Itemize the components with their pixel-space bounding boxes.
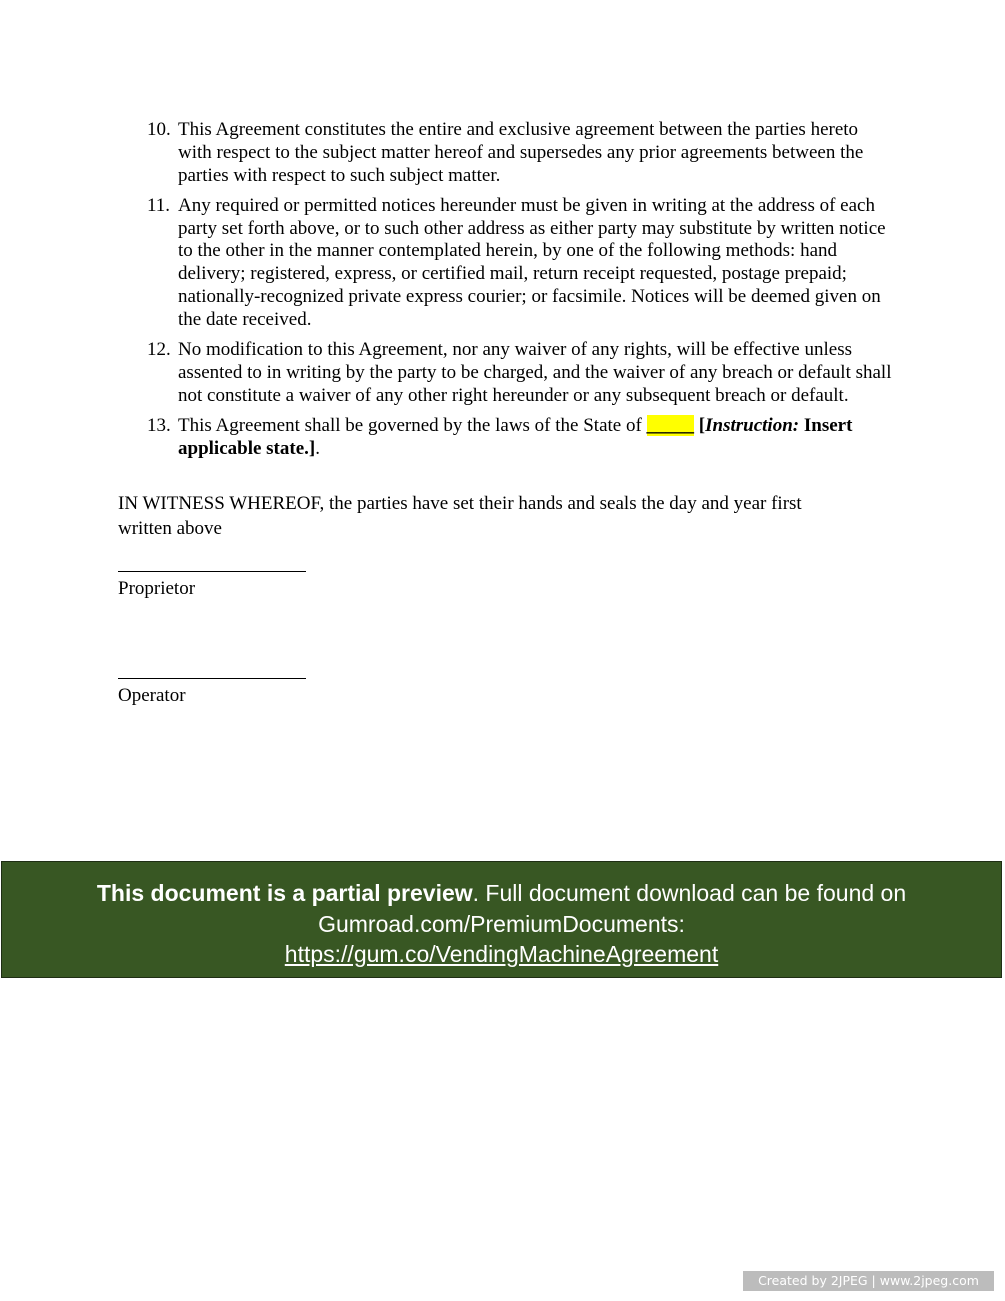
clause-11 xyxy=(147,195,892,332)
proprietor-signature-line xyxy=(118,571,306,572)
banner-text: . Full document download can be found on Gumroad.com/PremiumDocuments: xyxy=(318,880,907,937)
clause-number: 10. xyxy=(147,119,171,140)
clause-text: Any required or permitted notices hereunder must be given in writing at the address of each party set forth above, or to such other address as either party may substitute by written notice to the other in the manner contemplated herein, by one of the following methods: hand delivery; registered, express, or certified mail, return receipt requested, postage prepaid; nationally-recognized private express courier; or facsimile. Notices will be deemed given on the date received. xyxy=(178,194,886,330)
clause-text: This Agreement shall be governed by the laws of the State of xyxy=(178,415,647,437)
download-link[interactable]: https://gum.co/VendingMachineAgreement xyxy=(284,941,719,967)
instruction-text: Insert applicable state.] xyxy=(178,415,853,459)
clause-text: No modification to this Agreement, nor any waiver of any rights, will be effective unless assented to in writing by the party to be charged, and the waiver of any breach or default shall not constitute a waiver of any other right hereunder or any subsequent breach or default. xyxy=(178,339,892,406)
state-blank: _____ xyxy=(646,415,695,437)
clause-number: 11. xyxy=(147,194,171,216)
instruction-label: Instruction: xyxy=(705,415,800,437)
preview-banner xyxy=(1,861,1002,978)
watermark: Created by 2JPEG | www.2jpeg.com xyxy=(743,1271,994,1291)
clause-list xyxy=(147,119,892,468)
witness-statement: IN WITNESS WHEREOF, the parties have set their hands and seals the day and year first written above xyxy=(118,493,802,539)
operator-signature-line xyxy=(118,678,306,679)
clause-end: . xyxy=(315,437,320,459)
operator-label: Operator xyxy=(118,685,186,706)
clause-number: 13. xyxy=(147,415,171,437)
banner-message xyxy=(2,878,1001,939)
clause-number: 12. xyxy=(147,339,171,361)
clause-12 xyxy=(147,339,892,407)
proprietor-label: Proprietor xyxy=(118,578,196,599)
banner-bold: This document is a partial preview xyxy=(96,880,473,906)
clause-10 xyxy=(147,119,892,187)
bracket-open: [ xyxy=(698,415,706,437)
clause-text: This Agreement constitutes the entire and exclusive agreement between the parties hereto with respect to the subject matter hereof and supersedes any prior agreements between the parties with respect to such subject matter. xyxy=(178,119,864,186)
clause-13 xyxy=(147,415,892,461)
